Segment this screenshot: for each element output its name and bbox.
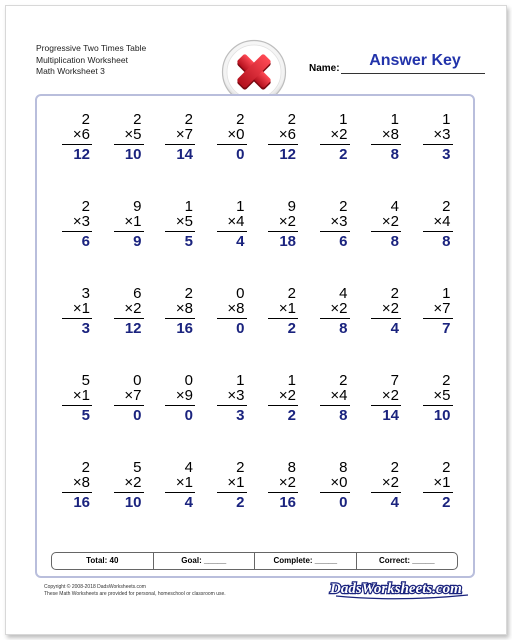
answer: 3 (236, 407, 245, 424)
multiplier: ×3 (330, 213, 348, 230)
multiplier: ×2 (124, 474, 142, 491)
problem-cell (407, 373, 455, 433)
multiplier: ×5 (433, 387, 451, 404)
answer-rule (423, 492, 453, 493)
answer: 4 (390, 320, 399, 337)
name-field (309, 52, 485, 76)
multiplicand: 3 (81, 285, 90, 302)
answer: 12 (73, 146, 90, 163)
multiplier: ×8 (175, 300, 193, 317)
problem-cell (46, 286, 94, 346)
problem-cell (407, 112, 455, 172)
multiplicand: 2 (442, 198, 451, 215)
answer: 8 (339, 407, 348, 424)
problem-cell (304, 112, 352, 172)
multiplier: ×4 (227, 213, 245, 230)
problem-cell (46, 112, 94, 172)
answer-rule (371, 231, 401, 232)
answer-rule (165, 492, 195, 493)
answer-rule (62, 318, 92, 319)
answer: 2 (339, 146, 348, 163)
problem-cell (201, 460, 249, 520)
score-summary (51, 552, 458, 570)
multiplier: ×3 (433, 126, 451, 143)
answer-rule (217, 405, 247, 406)
answer-rule (165, 231, 195, 232)
multiplier: ×8 (381, 126, 399, 143)
answer: 4 (184, 494, 193, 511)
multiplier: ×1 (72, 300, 90, 317)
multiplier: ×1 (124, 213, 142, 230)
problem-cell (304, 286, 352, 346)
multiplier: ×2 (278, 213, 296, 230)
multiplicand: 0 (236, 285, 245, 302)
multiplier: ×8 (227, 300, 245, 317)
problem-cell (98, 460, 146, 520)
answer: 9 (133, 233, 142, 250)
problem-cell (407, 286, 455, 346)
answer: 10 (124, 146, 142, 163)
multiplier: ×5 (175, 213, 193, 230)
footer-notice (44, 584, 226, 597)
multiplicand: 7 (390, 372, 399, 389)
multiplier: ×4 (433, 213, 451, 230)
multiplicand: 2 (236, 459, 245, 476)
multiplier: ×2 (278, 474, 296, 491)
answer: 2 (236, 494, 245, 511)
answer: 4 (390, 494, 399, 511)
answer-rule (268, 231, 298, 232)
answer-rule (423, 318, 453, 319)
multiplicand: 2 (390, 459, 399, 476)
problem-cell (46, 373, 94, 433)
multiplicand: 5 (133, 459, 142, 476)
copyright-text: Copyright © 2008-2018 DadsWorksheets.com (44, 584, 146, 590)
multiplier: ×0 (330, 474, 348, 491)
answer: 5 (81, 407, 90, 424)
problem-cell (149, 460, 197, 520)
multiplicand: 4 (390, 198, 399, 215)
multiplicand: 2 (442, 459, 451, 476)
problem-cell (407, 460, 455, 520)
multiplicand: 1 (184, 198, 193, 215)
problem-cell (98, 112, 146, 172)
problem-cell (252, 460, 300, 520)
multiplier: ×2 (330, 126, 348, 143)
problem-cell (149, 112, 197, 172)
problem-cell (252, 373, 300, 433)
multiplier: ×1 (278, 300, 296, 317)
answer: 5 (184, 233, 193, 250)
multiplicand: 1 (339, 111, 348, 128)
answer-rule (371, 318, 401, 319)
multiplicand: 0 (133, 372, 142, 389)
answer-rule (423, 405, 453, 406)
answer-rule (62, 231, 92, 232)
problem-cell (98, 199, 146, 259)
answer: 0 (236, 320, 245, 337)
problem-cell (355, 286, 403, 346)
answer: 8 (390, 233, 399, 250)
problem-cell (304, 460, 352, 520)
multiplier: ×7 (433, 300, 451, 317)
answer: 18 (279, 233, 296, 250)
problem-cell (98, 373, 146, 433)
answer-rule (165, 144, 195, 145)
multiplicand: 6 (133, 285, 142, 302)
multiplicand: 9 (287, 198, 296, 215)
multiplier: ×4 (330, 387, 348, 404)
name-line (341, 73, 485, 74)
multiplier: ×2 (124, 300, 142, 317)
multiplier: ×0 (227, 126, 245, 143)
answer: 10 (124, 494, 142, 511)
answer: 10 (433, 407, 451, 424)
answer-rule (320, 231, 350, 232)
answer: 16 (176, 320, 193, 337)
answer-rule (217, 231, 247, 232)
answer: 2 (287, 407, 296, 424)
multiplicand: 1 (287, 372, 296, 389)
answer-rule (217, 492, 247, 493)
multiplicand: 2 (287, 285, 296, 302)
multiplicand: 2 (81, 111, 90, 128)
answer-rule (268, 405, 298, 406)
problem-cell (46, 199, 94, 259)
multiplicand: 2 (339, 198, 348, 215)
answer: 12 (279, 146, 296, 163)
problem-grid (46, 112, 466, 532)
multiplier: ×2 (381, 387, 399, 404)
multiplicand: 2 (236, 111, 245, 128)
problem-cell (304, 373, 352, 433)
answer-key-label: Answer Key (369, 52, 461, 69)
answer-rule (62, 405, 92, 406)
answer: 4 (236, 233, 245, 250)
answer-rule (268, 318, 298, 319)
multiplicand: 1 (442, 285, 451, 302)
answer: 6 (339, 233, 348, 250)
multiplier: ×2 (381, 474, 399, 491)
title-line: Multiplication Worksheet (36, 54, 128, 65)
answer-rule (62, 144, 92, 145)
multiplicand: 2 (339, 372, 348, 389)
multiplicand: 1 (390, 111, 399, 128)
multiplicand: 4 (184, 459, 193, 476)
multiplicand: 1 (236, 198, 245, 215)
answer: 3 (81, 320, 90, 337)
problem-cell (355, 199, 403, 259)
multiplier: ×2 (278, 387, 296, 404)
answer: 2 (287, 320, 296, 337)
multiplicand: 5 (81, 372, 90, 389)
answer-rule (268, 144, 298, 145)
answer-rule (114, 231, 144, 232)
answer-rule (114, 318, 144, 319)
multiplier: ×6 (72, 126, 90, 143)
answer-rule (423, 231, 453, 232)
problem-cell (149, 373, 197, 433)
svg-text:DadsWorksheets.com: DadsWorksheets.com (330, 581, 462, 597)
answer-rule (62, 492, 92, 493)
problem-cell (46, 460, 94, 520)
multiplicand: 2 (81, 459, 90, 476)
problem-cell (252, 199, 300, 259)
problem-cell (252, 112, 300, 172)
problem-cell (201, 199, 249, 259)
problem-cell (252, 286, 300, 346)
answer: 8 (339, 320, 348, 337)
answer-rule (165, 318, 195, 319)
multiplicand: 1 (442, 111, 451, 128)
problem-cell (201, 112, 249, 172)
answer-rule (371, 144, 401, 145)
problem-cell (149, 286, 197, 346)
answer-rule (114, 144, 144, 145)
answer: 12 (124, 320, 142, 337)
answer-rule (320, 318, 350, 319)
multiplier: ×7 (175, 126, 193, 143)
answer: 0 (339, 494, 348, 511)
problem-cell (304, 199, 352, 259)
goal-field: Goal: _____ (154, 553, 256, 569)
answer: 6 (81, 233, 90, 250)
answer: 16 (279, 494, 296, 511)
problem-cell (98, 286, 146, 346)
multiplicand: 2 (390, 285, 399, 302)
answer-rule (423, 144, 453, 145)
multiplier: ×1 (227, 474, 245, 491)
answer: 0 (133, 407, 142, 424)
answer: 2 (442, 494, 451, 511)
multiplicand: 0 (184, 372, 193, 389)
title-line: Progressive Two Times Table (36, 43, 147, 53)
answer: 0 (184, 407, 193, 424)
multiplier: ×1 (72, 387, 90, 404)
answer-rule (320, 405, 350, 406)
multiplicand: 9 (133, 198, 142, 215)
answer: 8 (442, 233, 451, 250)
problem-cell (407, 199, 455, 259)
correct-field: Correct: _____ (378, 556, 435, 565)
multiplicand: 2 (81, 198, 90, 215)
multiplier: ×5 (124, 126, 142, 143)
answer-rule (217, 144, 247, 145)
answer-rule (320, 492, 350, 493)
multiplier: ×6 (278, 126, 296, 143)
multiplier: ×9 (175, 387, 193, 404)
answer-rule (371, 492, 401, 493)
problem-cell (355, 112, 403, 172)
worksheet-title (36, 43, 146, 78)
multiplier: ×1 (175, 474, 193, 491)
title-line: Math Worksheet 3 (36, 66, 105, 76)
multiplicand: 2 (442, 372, 451, 389)
answer-rule (114, 405, 144, 406)
answer-rule (114, 492, 144, 493)
multiplier: ×1 (433, 474, 451, 491)
dadsworksheets-logo (328, 576, 478, 600)
answer: 16 (73, 494, 90, 511)
problem-cell (355, 460, 403, 520)
answer: 3 (442, 146, 451, 163)
multiplier: ×3 (72, 213, 90, 230)
multiplicand: 2 (133, 111, 142, 128)
multiplier: ×2 (381, 213, 399, 230)
answer-rule (320, 144, 350, 145)
multiplicand: 1 (236, 372, 245, 389)
answer: 8 (390, 146, 399, 163)
multiplier: ×2 (381, 300, 399, 317)
problem-cell (201, 286, 249, 346)
multiplier: ×2 (330, 300, 348, 317)
multiplicand: 8 (287, 459, 296, 476)
usage-notice: These Math Worksheets are provided for personal, homeschool or classroom use. (44, 590, 226, 597)
multiplicand: 2 (287, 111, 296, 128)
problem-cell (355, 373, 403, 433)
answer-rule (371, 405, 401, 406)
multiplier: ×8 (72, 474, 90, 491)
problem-cell (149, 199, 197, 259)
complete-field: Complete: _____ (255, 553, 357, 569)
name-label: Name: (309, 63, 340, 74)
multiplier: ×3 (227, 387, 245, 404)
answer: 7 (442, 320, 451, 337)
multiplicand: 2 (184, 111, 193, 128)
multiplicand: 2 (184, 285, 193, 302)
problem-cell (201, 373, 249, 433)
answer: 14 (382, 407, 399, 424)
multiplier: ×7 (124, 387, 142, 404)
answer-rule (268, 492, 298, 493)
answer-rule (217, 318, 247, 319)
multiplicand: 8 (339, 459, 348, 476)
total-count: Total: 40 (52, 553, 154, 569)
answer: 14 (176, 146, 193, 163)
multiplicand: 4 (339, 285, 348, 302)
answer-rule (165, 405, 195, 406)
answer: 0 (236, 146, 245, 163)
